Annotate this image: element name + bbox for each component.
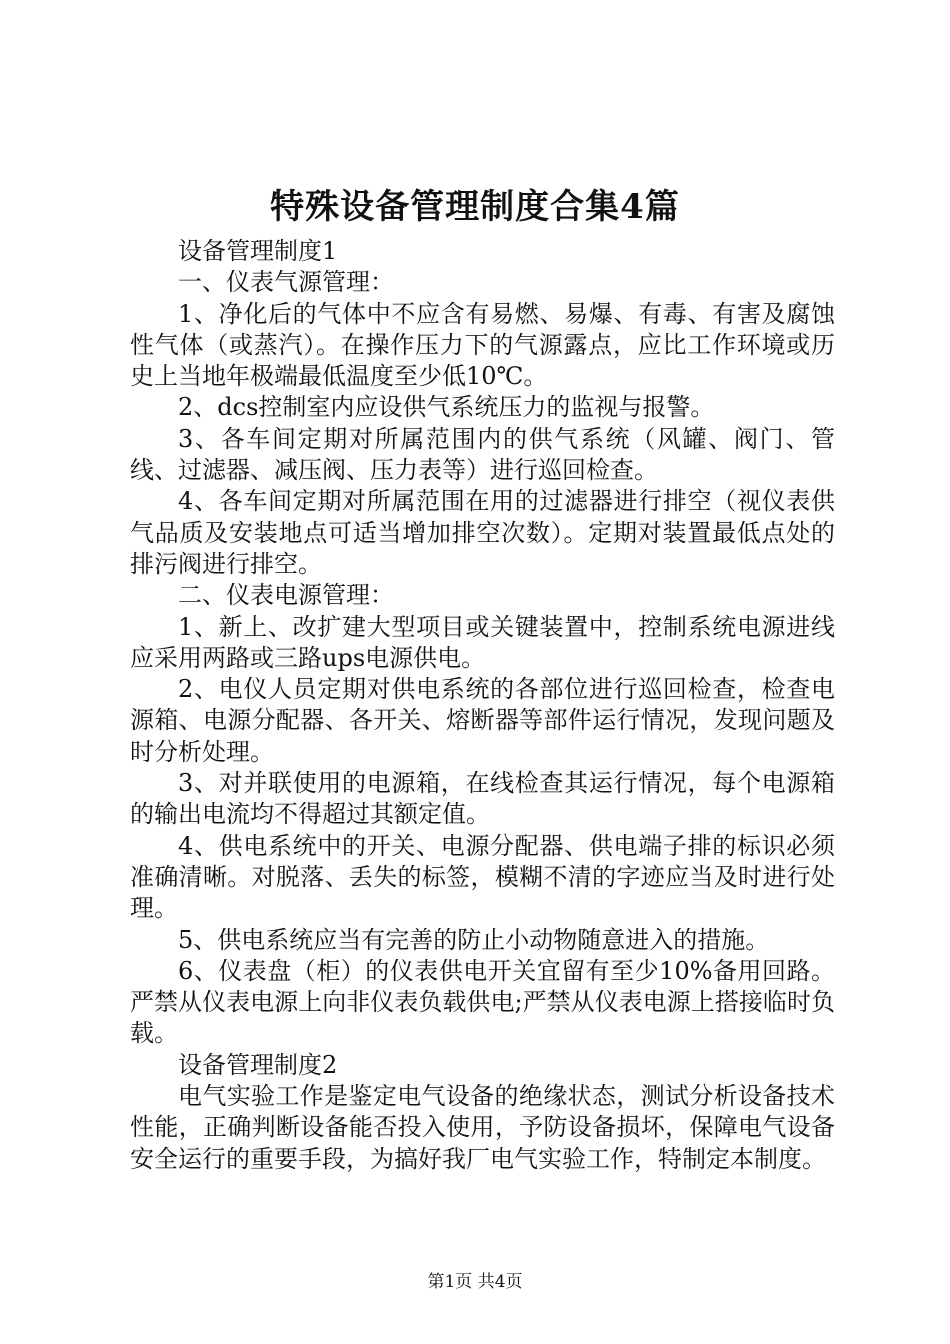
paragraph: 4、供电系统中的开关、电源分配器、供电端子排的标识必须准确清晰。对脱落、丢失的标签，模糊不清的字迹应当及时进行处理。 [130,831,835,923]
section-heading: 设备管理制度2 [178,1050,338,1079]
paragraph: 5、供电系统应当有完善的防止小动物随意进入的措施。 [178,925,770,954]
paragraph: 3、对并联使用的电源箱，在线检查其运行情况，每个电源箱的输出电流均不得超过其额定值。 [130,769,835,829]
page-footer: 第1页 共4页 [427,1272,523,1292]
paragraph: 6、仪表盘（柜）的仪表供电开关宜留有至少10%备用回路。严禁从仪表电源上向非仪表负载供电;严禁从仪表电源上搭接临时负载。 [130,956,835,1048]
paragraph: 1、新上、改扩建大型项目或关键装置中，控制系统电源进线应采用两路或三路ups电源供电。 [130,612,835,672]
paragraph: 4、各车间定期对所属范围在用的过滤器进行排空（视仪表供气品质及安装地点可适当增加排空次数）。定期对装置最低点处的排污阀进行排空。 [130,487,835,578]
paragraph: 电气实验工作是鉴定电气设备的绝缘状态，测试分析设备技术性能，正确判断设备能否投入使用，予防设备损坏，保障电气设备安全运行的重要手段，为搞好我厂电气实验工作，特制定本制度。 [130,1082,835,1173]
paragraph: 2、dcs控制室内应设供气系统压力的监视与报警。 [178,393,715,422]
section-heading: 设备管理制度1 [178,237,338,265]
paragraph: 1、净化后的气体中不应含有易燃、易爆、有毒、有害及腐蚀性气体（或蒸汽）。在操作压力下的气源露点，应比工作环境或历史上当地年极端最低温度至少低10℃。 [130,299,835,391]
subsection-heading: 一、仪表气源管理： [178,268,394,297]
document-body [130,236,835,1175]
document-title: 特殊设备管理制度合集4篇 [270,187,680,227]
paragraph: 2、电仪人员定期对供电系统的各部位进行巡回检查，检查电源箱、电源分配器、各开关、熔断器等部件运行情况，发现问题及时分析处理。 [130,675,835,766]
subsection-heading: 二、仪表电源管理： [178,581,394,610]
paragraph: 3、各车间定期对所属范围内的供气系统（风罐、阀门、管线、过滤器、减压阀、压力表等）进行巡回检查。 [130,424,835,485]
